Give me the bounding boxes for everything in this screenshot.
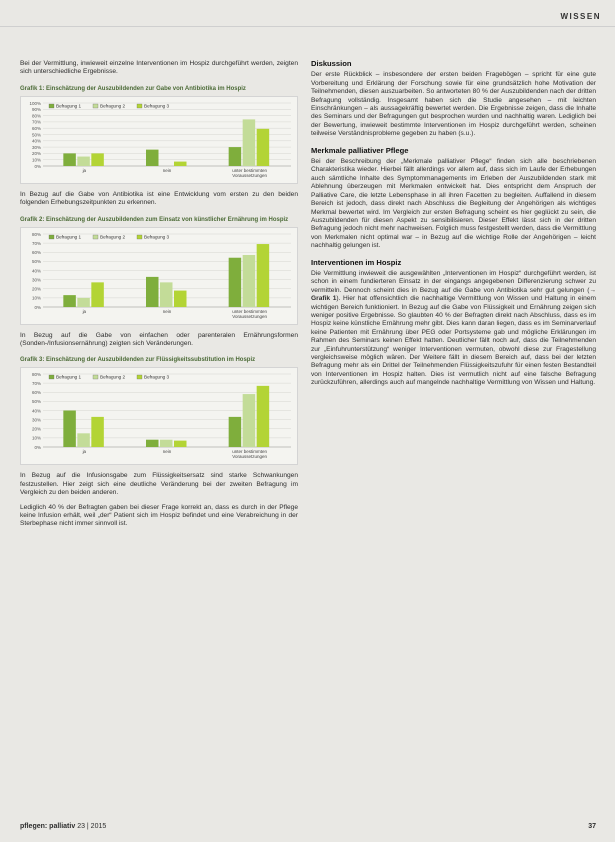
x-tick-label: Voraussetzungen [232, 313, 268, 319]
y-tick-label: 80% [31, 113, 41, 119]
y-tick-label: 30% [31, 277, 41, 283]
legend-label: Befragung 1 [56, 234, 82, 240]
y-tick-label: 80% [31, 372, 41, 378]
grafik-reference: → Grafik 1 [311, 286, 596, 303]
chart-2-title: Grafik 2: Einschätzung der Auszubildenden zum Einsatz von künstlicher Ernährung im Hospiz [20, 216, 289, 223]
y-tick-label: 30% [31, 144, 41, 150]
bar [174, 161, 187, 165]
page-footer [20, 823, 596, 830]
bar [146, 277, 159, 307]
y-tick-label: 0% [34, 163, 41, 169]
legend-swatch [49, 235, 54, 239]
x-tick-label: Voraussetzungen [232, 172, 268, 178]
bar [229, 147, 242, 166]
chart-3 [20, 367, 298, 465]
legend-label: Befragung 2 [100, 103, 126, 109]
page-number: 37 [588, 823, 596, 830]
y-tick-label: 50% [31, 399, 41, 405]
bar [174, 441, 187, 447]
chart-3-title: Grafik 3: Einschätzung der Auszubildenden zur Flüssigkeitssubstitution im Hospiz [20, 357, 256, 364]
legend-swatch [49, 375, 54, 379]
bar [63, 295, 75, 307]
y-tick-label: 90% [31, 106, 41, 112]
bar [257, 386, 270, 447]
y-tick-label: 40% [31, 267, 41, 273]
merkmale-paragraph: Bei der Beschreibung der „Merkmale palliativer Pflege“ finden sich alle beschriebenen Charakteristika wieder. Hierbei fällt allerdings vor allem auf, dass sich im Laufe der Erhebungen auch sämtliche Inhalte des Symptommanagements im Erleben der Auszubildenden stark mit Ablehnung überzeugen mit Merkmalen entwickelt hat. Dies entspricht dem Anspruch der Palliative Care, die letzte Lebensphase in all ihren Facetten zu begleiten. Auffallend in diesem Bereich ist jedoch, dass direkt nach Abschluss die Begleitung der Angehörigen als wichtiges Merkmal bewertet wird. Im Vergleich zur ersten Befragung scheint es hier geglückt zu sein, die Auszubildenden für diesen Aspekt zu sensibilisieren. Dieser Effekt lässt sich in der dritten Befragung jedoch nicht mehr nachweisen. Folglich muss festgestellt werden, dass die Vermittlung von Merkmalen nicht optimal war – in Bezug auf die wichtige Rolle der Angehörigen – leicht nachhaltig gelungen ist. [311, 158, 596, 250]
chart-1-title: Grafik 1: Einschätzung der Auszubildenden zur Gabe von Antibiotika im Hospiz [20, 85, 246, 92]
bar [91, 417, 104, 447]
header-rule [0, 26, 615, 27]
legend-label: Befragung 3 [144, 234, 170, 240]
bar [63, 411, 75, 448]
x-tick-label: nein [162, 449, 172, 455]
x-tick-label: ja [82, 449, 87, 455]
chart-3-svg [21, 368, 297, 464]
bar [77, 298, 90, 307]
y-tick-label: 100% [29, 100, 41, 106]
interventionen-paragraph [311, 270, 596, 388]
legend-label: Befragung 2 [100, 375, 126, 381]
footer-issue: 23 | 2015 [77, 823, 107, 830]
x-tick-label: unter bestimmten [232, 449, 268, 455]
legend-label: Befragung 2 [100, 234, 126, 240]
y-tick-label: 10% [31, 157, 41, 163]
y-tick-label: 60% [31, 390, 41, 396]
discussion-paragraph: Der erste Rückblick – insbesondere der ersten beiden Fragebögen – spricht für eine gute Vorbereitung und Erklärung der Forschung sowie für eine grundsätzlich hohe Motivation der Teilnehmenden, diesen auszuarbeiten. So antworteten 80 % der Auszubildenden nach der dritten Befragung vollständig. Insgesamt haben sich die Studie angesehen – mit leichten Einschränkungen – als aussagekräftig bewertet werden. Die Ergebnisse zeigen, dass die Inhalte des Seminars und der Befragungen gut besprochen wurden und nachhaltig waren. Lediglich bei der Bewertung, inwieweit bestimmte Interventionen im Hospiz durchgeführt werden, scheinen teilweise Verständnisprobleme gegeben zu haben (s.u.). [311, 71, 596, 138]
legend-swatch [137, 104, 142, 108]
bar [77, 434, 90, 448]
y-tick-label: 60% [31, 249, 41, 255]
x-tick-label: unter bestimmten [232, 308, 268, 314]
interventionen-text-b: ). Hier hat offensichtlich die nachhaltige Vermittlung von Wissen und Haltung in einem wichtigen Bereich funktioniert. In Bezug auf die Gabe von Flüssigkeit und Ernährung zeigen sich weniger positive Ergebnisse. So glaubten 40 % der Befragten direkt nach Abschluss, dass es im Hospiz keine künstliche Ernährung mehr gibt. Dies kann daran liegen, dass es im Seminarverlauf keine Patienten mit Ernährung über PEG oder Portsysteme gab und mögliche Erklärungen im Rahmen des Seminars keinen Effekt hatten. Deutlicher fällt noch auf, dass die Teilnehmenden zur „Einfuhrunterstützung“ weniger Interventionen vermuten, obwohl diese zur Fragestellung vergleichsweise möglich wären. Der Weitere fällt in diesem Bereich auf, dass bei der letzten Befragung mehr als ein Drittel der Teilnehmenden Flüssigkeitszufuhr für einen festen Bestandteil von Interventionen im Hospiz halten. Dies ist vermutlich nicht auf eine falsche Befragung zurückzuführen, allerdings auch auf mangelnde nachhaltige Vermittlung von Wissen und Haltung. [311, 295, 596, 387]
bar [91, 153, 104, 166]
chart-2-svg [21, 228, 297, 324]
chart-2 [20, 227, 298, 325]
legend-swatch [49, 104, 54, 108]
legend-label: Befragung 3 [144, 103, 170, 109]
bar [77, 156, 90, 165]
x-tick-label: nein [162, 308, 172, 314]
y-tick-label: 70% [31, 119, 41, 125]
y-tick-label: 20% [31, 426, 41, 432]
y-tick-label: 50% [31, 132, 41, 138]
y-tick-label: 30% [31, 417, 41, 423]
intro-paragraph: Bei der Vermittlung, inwieweit einzelne Interventionen im Hospiz durchgeführt werden, zeigten sich unterschiedliche Ergebnisse. [20, 60, 298, 76]
bar [160, 282, 173, 307]
y-tick-label: 0% [34, 445, 41, 451]
legend-swatch [137, 235, 142, 239]
closing-paragraph: Lediglich 40 % der Befragten gaben bei dieser Frage korrekt an, dass es durch in der Pflege keine Infusion erhält, weil „der“ Patient sich im Hospiz befindet und eine Verabreichung in der Sterbephase nicht immer sinnvoll ist. [20, 503, 298, 528]
y-tick-label: 60% [31, 125, 41, 131]
y-tick-label: 40% [31, 408, 41, 414]
bar [160, 440, 173, 447]
right-column [311, 60, 596, 394]
x-tick-label: unter bestimmten [232, 167, 268, 173]
legend-label: Befragung 1 [56, 103, 82, 109]
x-tick-label: nein [162, 167, 172, 173]
bar [229, 417, 242, 447]
legend-swatch [93, 104, 98, 108]
y-tick-label: 10% [31, 436, 41, 442]
chart-1 [20, 96, 298, 184]
paragraph-after-chart-1: In Bezug auf die Gabe von Antibiotika ist eine Entwicklung vom ersten zu den beiden folgenden Erhebungszeitpunkten zu erkennen. [20, 190, 298, 207]
y-tick-label: 70% [31, 240, 41, 246]
footer-brand: pflegen: palliativ [20, 823, 76, 830]
x-tick-label: ja [82, 308, 87, 314]
heading-merkmale: Merkmale palliativer Pflege [311, 145, 409, 155]
heading-diskussion: Diskussion [311, 59, 352, 68]
bar [243, 255, 256, 307]
y-tick-label: 80% [31, 231, 41, 237]
bar [229, 257, 242, 306]
y-tick-label: 0% [34, 304, 41, 310]
heading-interventionen: Interventionen im Hospiz [311, 257, 402, 267]
chart-1-svg [21, 97, 297, 183]
bar [146, 440, 159, 447]
legend-swatch [93, 235, 98, 239]
bar [91, 282, 104, 307]
y-tick-label: 40% [31, 138, 41, 144]
legend-label: Befragung 1 [56, 375, 82, 381]
paragraph-after-chart-2: In Bezug auf die Gabe von einfachen oder parenteralen Ernährungsformen (Sonden-/Infusionsernährung) zeigten sich Veränderungen. [20, 331, 298, 348]
bar [146, 149, 159, 165]
left-column [20, 60, 298, 535]
y-tick-label: 20% [31, 286, 41, 292]
x-tick-label: Voraussetzungen [232, 454, 268, 460]
bar [257, 244, 270, 307]
legend-label: Befragung 3 [144, 375, 170, 381]
y-tick-label: 70% [31, 381, 41, 387]
y-tick-label: 10% [31, 295, 41, 301]
interventionen-text-a: Die Vermittlung inwieweit die ausgewählten „Interventionen im Hospiz“ durchgeführt werden, ist schon in einem fundierteren Einsatz in der eingangs angegebenen Differenzierung schwer zu vermitteln. Dennoch scheint dies in Bezug auf die Gabe von Antibiotika sehr gut gelungen ( [311, 269, 596, 294]
bar [63, 153, 75, 166]
y-tick-label: 50% [31, 258, 41, 264]
bar [243, 119, 256, 166]
section-label: WISSEN [560, 12, 601, 21]
x-tick-label: ja [82, 167, 87, 173]
bar [174, 290, 187, 306]
legend-swatch [93, 375, 98, 379]
bar [257, 129, 270, 166]
legend-swatch [137, 375, 142, 379]
bar [243, 395, 256, 448]
paragraph-after-chart-3: In Bezug auf die Infusionsgabe zum Flüssigkeitsersatz sind starke Schwankungen festzustellen. Hier zeigt sich eine deutliche Veränderung bei der zweiten Befragung im Vergleich zu den beiden anderen. [20, 472, 298, 497]
y-tick-label: 20% [31, 151, 41, 157]
